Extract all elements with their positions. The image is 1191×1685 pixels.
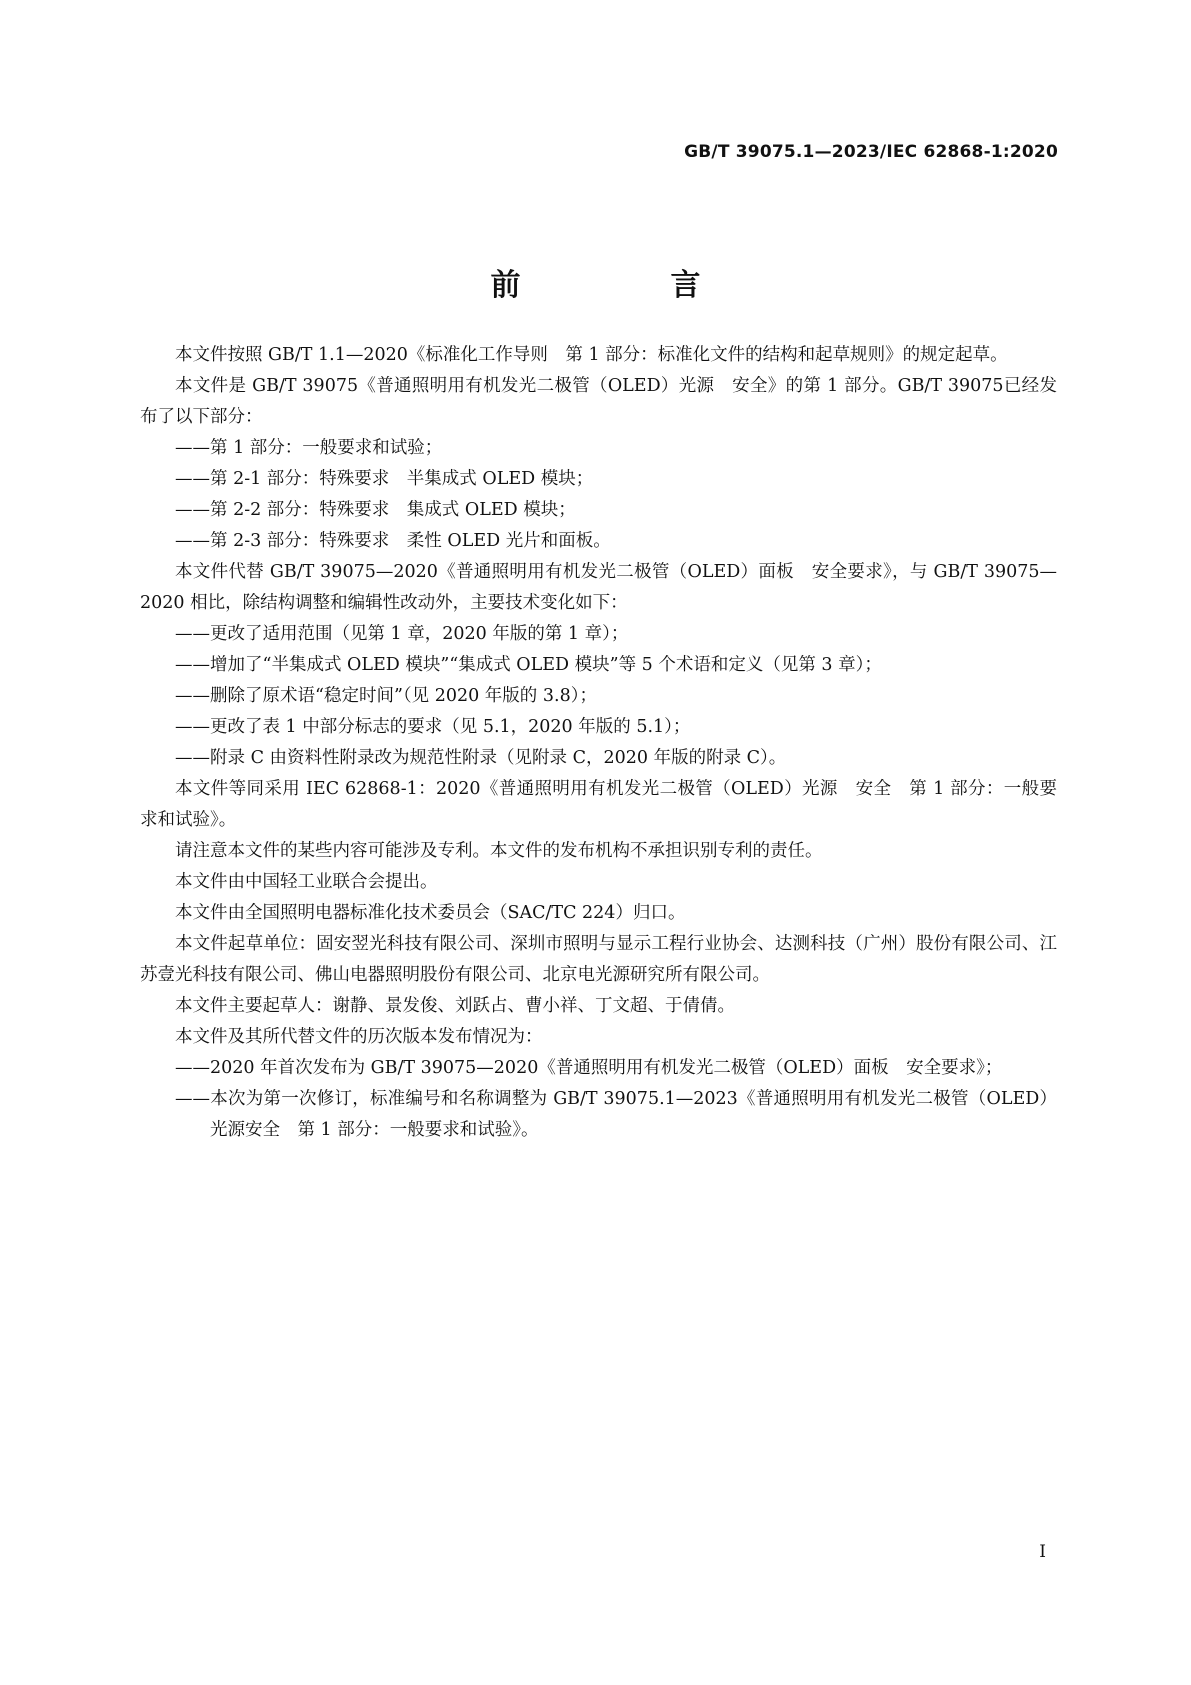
list-item-change <box>140 743 1057 774</box>
dash: —— <box>175 469 210 489</box>
paragraph-patent-notice: 请注意本文件的某些内容可能涉及专利。本文件的发布机构不承担识别专利的责任。 <box>175 841 823 861</box>
list-item-history <box>175 1053 1057 1084</box>
dash: —— <box>175 624 210 644</box>
list-item-text: 删除了原术语“稳定时间”（见 2020 年版的 3.8）； <box>210 686 597 706</box>
paragraph-iec-adoption: 本文件等同采用 IEC 62868-1：2020《普通照明用有机发光二极管（OLED）光源 安全 第 1 部分：一般要求和试验》。 <box>140 779 1057 830</box>
dash: —— <box>175 500 210 520</box>
dash: —— <box>175 438 210 458</box>
list-item-change <box>140 650 1057 681</box>
paragraph-drafting-units: 本文件起草单位：固安翌光科技有限公司、深圳市照明与显示工程行业协会、达测科技（广州）股份有限公司、江苏壹光科技有限公司、佛山电器照明股份有限公司、北京电光源研究所有限公司。 <box>140 934 1057 985</box>
list-item-text: 更改了表 1 中部分标志的要求（见 5.1，2020 年版的 5.1）； <box>210 717 691 737</box>
standard-code-header: GB/T 39075.1—2023/IEC 62868-1:2020 <box>684 142 1058 162</box>
dash: —— <box>175 686 210 706</box>
paragraph-drafters: 本文件主要起草人：谢静、景发俊、刘跃占、曹小祥、丁文超、于倩倩。 <box>175 996 735 1016</box>
dash: —— <box>175 1089 210 1109</box>
paragraph-proposer: 本文件由中国轻工业联合会提出。 <box>175 872 438 892</box>
dash: —— <box>175 748 210 768</box>
foreword-body <box>140 340 1057 1146</box>
list-item-text: 第 2-2 部分：特殊要求 集成式 OLED 模块； <box>210 500 576 520</box>
list-item-part <box>140 526 1057 557</box>
list-item-change <box>140 619 1057 650</box>
dash: —— <box>175 1058 210 1078</box>
dash: —— <box>175 717 210 737</box>
list-item-text: 本次为第一次修订，标准编号和名称调整为 GB/T 39075.1—2023《普通照明用有机发光二极管（OLED）光源安全 第 1 部分：一般要求和试验》。 <box>210 1089 1057 1140</box>
list-item-text: 附录 C 由资料性附录改为规范性附录（见附录 C，2020 年版的附录 C）。 <box>210 748 787 768</box>
paragraph-committee: 本文件由全国照明电器标准化技术委员会（SAC/TC 224）归口。 <box>175 903 686 923</box>
dash: —— <box>175 531 210 551</box>
paragraph-drafting-rules: 本文件按照 GB/T 1.1—2020《标准化工作导则 第 1 部分：标准化文件的结构和起草规则》的规定起草。 <box>175 345 1008 365</box>
paragraph-history-intro: 本文件及其所代替文件的历次版本发布情况为： <box>175 1027 543 1047</box>
list-item-text: 2020 年首次发布为 GB/T 39075—2020《普通照明用有机发光二极管（OLED）面板 安全要求》； <box>210 1058 1003 1078</box>
page-number: I <box>1039 1542 1046 1562</box>
page-title: 前 言 <box>490 268 761 304</box>
list-item-part <box>140 433 1057 464</box>
list-item-text: 第 2-3 部分：特殊要求 柔性 OLED 光片和面板。 <box>210 531 611 551</box>
dash: —— <box>175 655 210 675</box>
list-item-text: 第 2-1 部分：特殊要求 半集成式 OLED 模块； <box>210 469 594 489</box>
paragraph-replacement: 本文件代替 GB/T 39075—2020《普通照明用有机发光二极管（OLED）面板 安全要求》，与 GB/T 39075—2020 相比，除结构调整和编辑性改动外，主要技术变化如下： <box>140 562 1057 613</box>
list-item-text: 更改了适用范围（见第 1 章，2020 年版的第 1 章）； <box>210 624 629 644</box>
list-item-history <box>175 1084 1057 1146</box>
list-item-change <box>140 712 1057 743</box>
list-item-part <box>140 495 1057 526</box>
list-item-text: 第 1 部分：一般要求和试验； <box>210 438 443 458</box>
list-item-change <box>140 681 1057 712</box>
list-item-text: 增加了“半集成式 OLED 模块”“集成式 OLED 模块”等 5 个术语和定义（见第 3 章）； <box>210 655 882 675</box>
paragraph-series-parts: 本文件是 GB/T 39075《普通照明用有机发光二极管（OLED）光源 安全》的第 1 部分。GB/T 39075已经发布了以下部分： <box>140 376 1057 427</box>
list-item-part <box>140 464 1057 495</box>
